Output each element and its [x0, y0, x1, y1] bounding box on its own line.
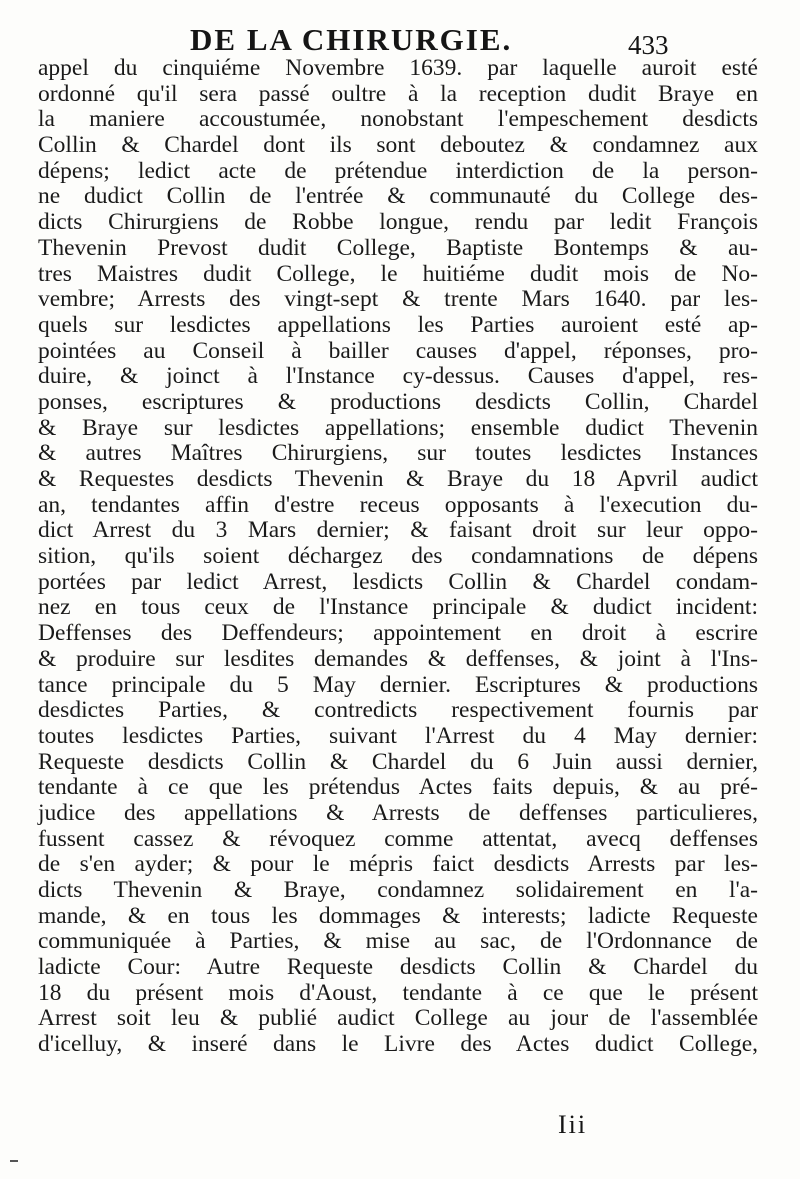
text-line: de s'en ayder; & pour le mépris faict desdicts Arrests par les-: [38, 851, 758, 878]
text-line: d'icelluy, & inseré dans le Livre des Actes dudict College,: [38, 1031, 758, 1058]
page-number: 433: [628, 30, 669, 60]
text-line: ponses, escriptures & productions desdicts Collin, Chardel: [38, 388, 758, 415]
text-line: dicts Thevenin & Braye, condamnez solidairement en l'a-: [38, 877, 758, 903]
text-line: & Braye sur lesdictes appellations; ensemble dudict Thevenin: [38, 414, 758, 441]
text-line: Collin & Chardel dont ils sont deboutez & condamnez aux: [38, 132, 758, 159]
body-text: [38, 56, 758, 1058]
text-line: fussent cassez & révoquez comme attentat, avecq deffenses: [38, 825, 758, 852]
text-line: la maniere accoustumée, nonobstant l'empeschement desdicts: [38, 106, 758, 133]
text-line: tance principale du 5 May dernier. Escriptures & productions: [38, 671, 758, 698]
text-line: ordonné qu'il sera passé oultre à la reception dudit Braye en: [38, 80, 758, 107]
text-line: quels sur lesdictes appellations les Parties auroient esté ap-: [38, 311, 758, 338]
text-line: ne dudict Collin de l'entrée & communauté du College des-: [38, 183, 758, 210]
text-line: pointées au Conseil à bailler causes d'appel, réponses, pro-: [38, 337, 758, 364]
text-line: Thevenin Prevost dudit College, Baptiste Bontemps & au-: [38, 234, 758, 261]
text-line: tres Maistres dudit College, le huitiéme dudit mois de No-: [38, 260, 758, 287]
text-line: mande, & en tous les dommages & interests; ladicte Requeste: [38, 902, 758, 929]
text-line: dépens; ledict acte de prétendue interdiction de la person-: [38, 157, 758, 184]
text-line: toutes lesdictes Parties, suivant l'Arrest du 4 May dernier:: [38, 722, 758, 749]
text-line: Arrest soit leu & publié audict College au jour de l'assemblée: [38, 1005, 758, 1032]
text-line: appel du cinquiéme Novembre 1639. par laquelle auroit esté: [38, 55, 758, 81]
text-line: judice des appellations & Arrests de deffenses particulieres,: [38, 799, 758, 826]
text-line: ladicte Cour: Autre Requeste desdicts Collin & Chardel du: [38, 954, 758, 981]
text-line: & autres Maîtres Chirurgiens, sur toutes lesdictes Instances: [38, 440, 758, 467]
text-line: dicts Chirurgiens de Robbe longue, rendu par ledit François: [38, 209, 758, 236]
text-line: Requeste desdicts Collin & Chardel du 6 Juin aussi dernier,: [38, 748, 758, 775]
text-line: Deffenses des Deffendeurs; appointement en droit à escrire: [38, 620, 758, 647]
text-line: & Requestes desdicts Thevenin & Braye du 18 Apvril audict: [38, 466, 758, 492]
text-line: communiquée à Parties, & mise au sac, de l'Ordonnance de: [38, 928, 758, 955]
text-line: an, tendantes affin d'estre receus opposants à l'execution du-: [38, 491, 758, 518]
margin-mark: [10, 1160, 18, 1162]
running-title: DE LA CHIRURGIE.: [190, 22, 513, 57]
text-line: vembre; Arrests des vingt-sept & trente Mars 1640. par les-: [38, 286, 758, 313]
text-line: & produire sur lesdites demandes & deffenses, & joint à l'Ins-: [38, 645, 758, 672]
text-line: duire, & joinct à l'Instance cy-dessus. Causes d'appel, res-: [38, 363, 758, 390]
text-line: 18 du présent mois d'Aoust, tendante à ce que le présent: [38, 979, 758, 1006]
text-line: sition, qu'ils soient déchargez des condamnations de dépens: [38, 543, 758, 570]
text-line: portées par ledict Arrest, lesdicts Collin & Chardel condam-: [38, 568, 758, 595]
text-line: nez en tous ceux de l'Instance principale & dudict incident:: [38, 594, 758, 621]
text-line: dict Arrest du 3 Mars dernier; & faisant droit sur leur oppo-: [38, 517, 758, 544]
text-line: tendante à ce que les prétendus Actes faits depuis, & au pré-: [38, 774, 758, 801]
signature-mark: Iii: [558, 1110, 588, 1139]
text-line: desdictes Parties, & contredicts respectivement fournis par: [38, 697, 758, 724]
